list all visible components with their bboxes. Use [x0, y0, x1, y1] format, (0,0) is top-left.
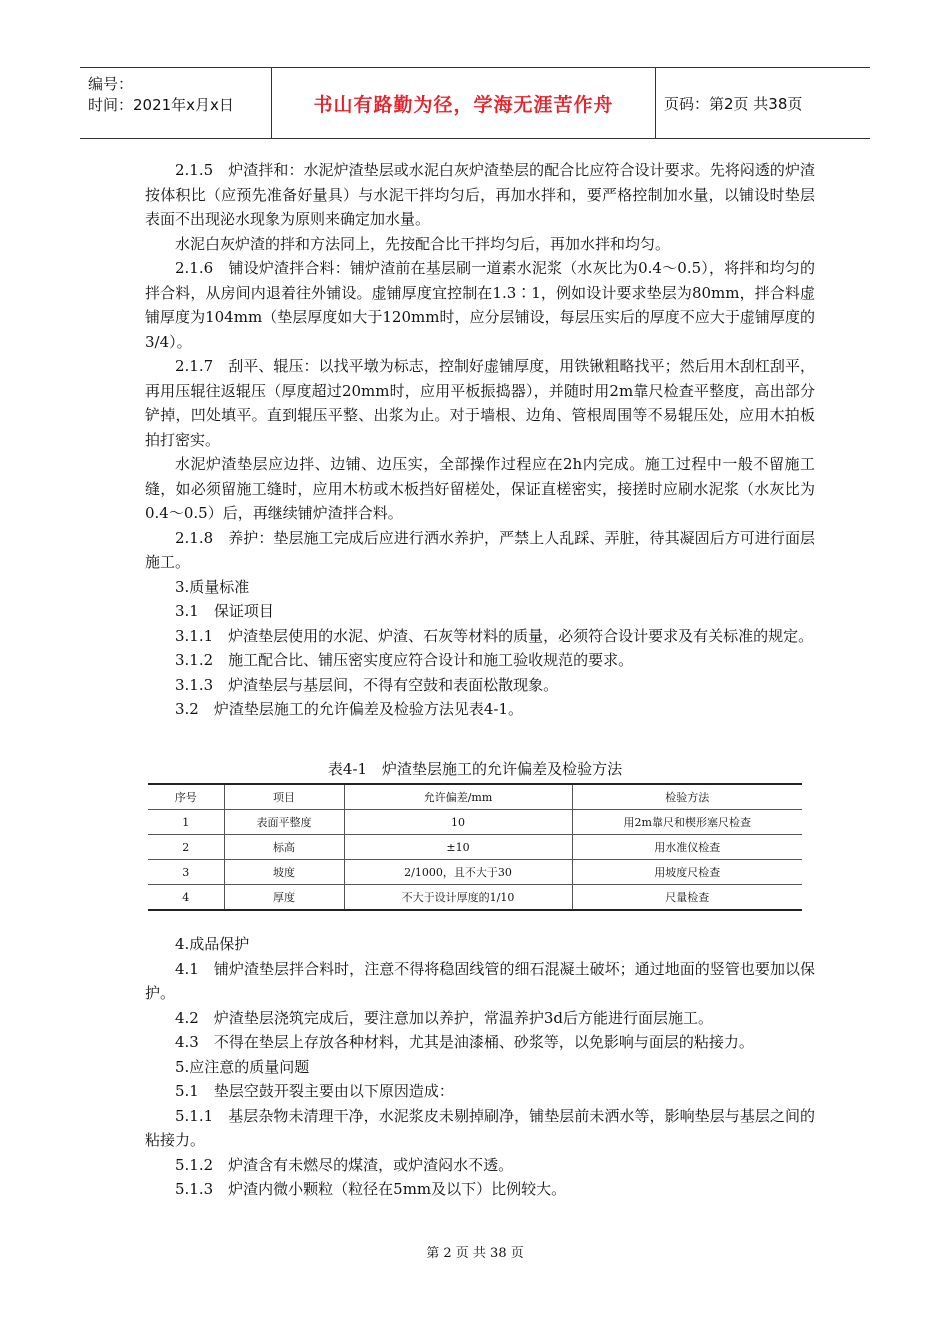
- table-cell: 用坡度尺检查: [572, 860, 802, 885]
- header-meta: [80, 68, 272, 138]
- table-cell: 表面平整度: [224, 810, 344, 835]
- table-row: [148, 810, 802, 835]
- page-footer: 第 2 页 共 38 页: [426, 1246, 524, 1261]
- paragraph: 2.1.8 养护：垫层施工完成后应进行洒水养护，严禁上人乱踩、弄脏，待其凝固后方可进行面层施工。: [145, 528, 815, 571]
- table-cell: ±10: [344, 835, 572, 860]
- table-cell: 不大于设计厚度的1/10: [344, 885, 572, 911]
- table-caption: 表4-1 炉渣垫层施工的允许偏差及检验方法: [327, 760, 623, 778]
- paragraph: 4.2 炉渣垫层浇筑完成后，要注意加以养护，常温养护3d后方能进行面层施工。: [175, 1008, 714, 1027]
- table-cell: 用2m靠尺和楔形塞尺检查: [572, 810, 802, 835]
- paragraph: 3.1.3 炉渣垫层与基层间，不得有空鼓和表面松散现象。: [175, 675, 559, 694]
- table-row: [148, 885, 802, 911]
- paragraph: 3.1.1 炉渣垫层使用的水泥、炉渣、石灰等材料的质量，必须符合设计要求及有关标准的规定。: [175, 626, 814, 645]
- paragraph: 2.1.7 刮平、辊压：以找平墩为标志，控制好虚铺厚度，用铁锹粗略找平；然后用木刮杠刮平，再用压辊往返辊压（厚度超过20mm时，应用平板振捣器），并随时用2m靠尺检查平整度，高出部分铲掉，凹处填平。直到辊压平整、出浆为止。对于墙根、边角、管根周围等不易辊压处，应用木拍板拍打密实。: [145, 357, 815, 449]
- header-page-info: 页码：第2页 共38页: [664, 94, 803, 113]
- date-text: 时间：2021年x月x日: [88, 96, 234, 114]
- section-heading: 3.质量标准: [175, 577, 250, 596]
- page-header: [80, 67, 870, 139]
- table-cell: 1: [148, 810, 224, 835]
- paragraph: 2.1.5 炉渣拌和：水泥炉渣垫层或水泥白灰炉渣垫层的配合比应符合设计要求。先将闷透的炉渣按体积比（应预先准备好量具）与水泥干拌均匀后，再加水拌和，要严格控制加水量，以铺设时垫层表面不出现泌水现象为原则来确定加水量。: [145, 161, 815, 228]
- paragraph: 5.1.2 炉渣含有未燃尽的煤渣，或炉渣闷水不透。: [175, 1155, 514, 1174]
- table-cell: 标高: [224, 835, 344, 860]
- body-text-top: [145, 158, 815, 722]
- table-cell: 用水准仪检查: [572, 835, 802, 860]
- table-header-cell: 允许偏差/mm: [344, 784, 572, 810]
- tolerance-table: [148, 783, 802, 911]
- paragraph: 3.2 炉渣垫层施工的允许偏差及检验方法见表4-1。: [175, 700, 524, 718]
- table-header-cell: 检验方法: [572, 784, 802, 810]
- paragraph: 水泥炉渣垫层应边拌、边铺、边压实，全部操作过程应在2h内完成。施工过程中一般不留施工缝，如必须留施工缝时，应用木枋或木板挡好留槎处，保证直槎密实，接搓时应刷水泥浆（水灰比为0.4～0.5）后，再继续铺炉渣拌合料。: [145, 455, 815, 522]
- subsection-heading: 3.1 保证项目: [175, 602, 274, 620]
- table-header-row: [148, 784, 802, 810]
- paragraph: 5.1.3 炉渣内微小颗粒（粒径在5mm及以下）比例较大。: [175, 1180, 567, 1198]
- paragraph: 3.1.2 施工配合比、铺压密实度应符合设计和施工验收规范的要求。: [175, 651, 634, 669]
- table-cell: 尺量检查: [572, 885, 802, 911]
- paragraph: 水泥白灰炉渣的拌和方法同上，先按配合比干拌均匀后，再加水拌和均匀。: [175, 234, 671, 253]
- table-cell: 厚度: [224, 885, 344, 911]
- table-cell: 3: [148, 860, 224, 885]
- table-cell: 坡度: [224, 860, 344, 885]
- table-header-cell: 序号: [148, 784, 224, 810]
- paragraph: 4.3 不得在垫层上存放各种材料，尤其是油漆桶、砂浆等，以免影响与面层的粘接力。: [175, 1033, 754, 1051]
- table-row: [148, 835, 802, 860]
- table-cell: 2: [148, 835, 224, 860]
- table-header-cell: 项目: [224, 784, 344, 810]
- paragraph: 5.1 垫层空鼓开裂主要由以下原因造成：: [175, 1082, 454, 1100]
- serial-label: 编号：: [88, 75, 134, 93]
- paragraph: 2.1.6 铺设炉渣拌合料：铺炉渣前在基层刷一道素水泥浆（水灰比为0.4～0.5），将拌和均匀的拌合料，从房间内退着往外铺设。虚铺厚度宜控制在1.3∶1，例如设计要求垫层为80mm，拌合料虚铺厚度为104mm（垫层厚度如大于120mm时，应分层铺设，每层压实后的厚度不应大于虚铺厚度的3/4）。: [145, 259, 815, 351]
- table-row: [148, 860, 802, 885]
- section-heading: 5.应注意的质量问题: [175, 1057, 310, 1076]
- table-cell: 4: [148, 885, 224, 911]
- body-text-bottom: [145, 932, 815, 1202]
- table-cell: 2/1000，且不大于30: [344, 860, 572, 885]
- paragraph: 5.1.1 基层杂物未清理干净，水泥浆皮未剔掉刷净，铺垫层前未洒水等，影响垫层与基层之间的粘接力。: [145, 1106, 815, 1149]
- paragraph: 4.1 铺炉渣垫层拌合料时，注意不得将稳固线管的细石混凝土破坏；通过地面的竖管也要加以保护。: [145, 959, 815, 1002]
- table-cell: 10: [344, 810, 572, 835]
- section-heading: 4.成品保护: [175, 935, 250, 953]
- header-motto: 书山有路勤为径，学海无涯苦作舟: [272, 68, 656, 138]
